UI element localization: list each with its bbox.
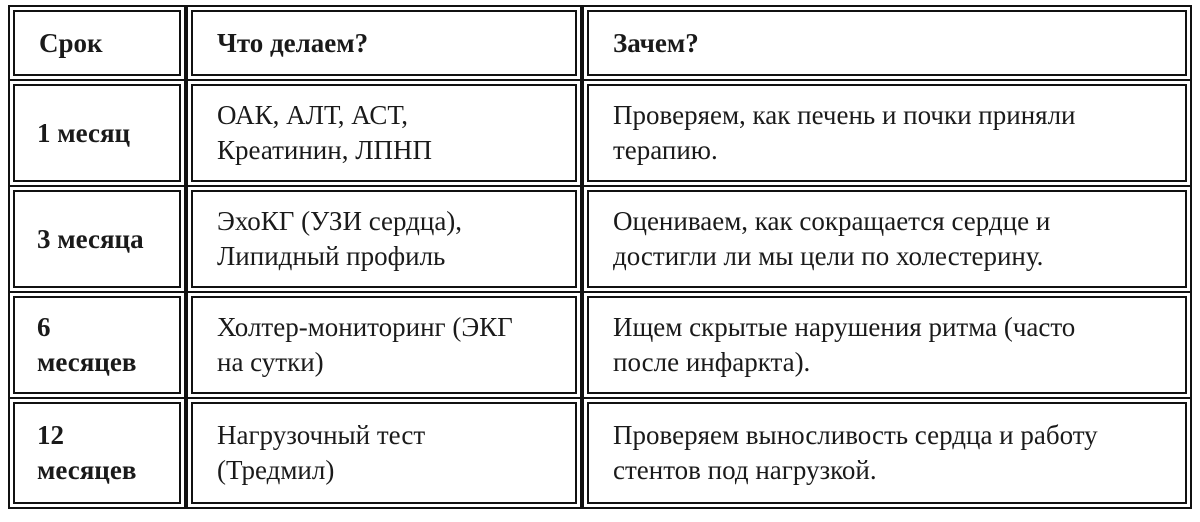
row-3-why (587, 296, 1187, 394)
row-2-why (587, 190, 1187, 288)
row-4-what (191, 402, 577, 504)
schedule-table (8, 6, 1192, 516)
header-what-label: Что делаем? (217, 27, 369, 58)
row-1-why (587, 84, 1187, 182)
row-2-term (13, 190, 181, 288)
row-2-what-text: ЭхоКГ (УЗИ сердца), Липидный профиль (217, 206, 463, 271)
row-3-what (191, 296, 577, 394)
row-1-what (191, 84, 577, 182)
row-1-term-text: 1 месяц (37, 117, 131, 148)
row-1-what-text: ОАК, АЛТ, АСТ, Креатинин, ЛПНП (217, 100, 433, 165)
row-2-why-text: Оцениваем, как сокращается сердце и достигли ли мы цели по холестерину. (613, 206, 1051, 271)
header-term-label: Срок (39, 27, 103, 58)
row-3-what-text: Холтер-мониторинг (ЭКГ на сутки) (217, 312, 513, 377)
row-3-term-text: 6 месяцев (37, 312, 137, 377)
row-4-why-text: Проверяем выносливость сердца и работу стентов под нагрузкой. (613, 420, 1098, 485)
row-4-what-text: Нагрузочный тест (Тредмил) (217, 420, 426, 485)
row-3-why-text: Ищем скрытые нарушения ритма (часто после инфаркта). (613, 312, 1076, 377)
row-2-what (191, 190, 577, 288)
header-term (13, 10, 181, 76)
header-why-label: Зачем? (613, 27, 699, 58)
row-4-why (587, 402, 1187, 504)
header-what (191, 10, 577, 76)
row-2-term-text: 3 месяца (37, 223, 144, 254)
row-4-term-text: 12 месяцев (37, 420, 137, 485)
row-4-term (13, 402, 181, 504)
row-3-term (13, 296, 181, 394)
row-1-term (13, 84, 181, 182)
row-1-why-text: Проверяем, как печень и почки приняли терапию. (613, 100, 1076, 165)
header-why (587, 10, 1187, 76)
